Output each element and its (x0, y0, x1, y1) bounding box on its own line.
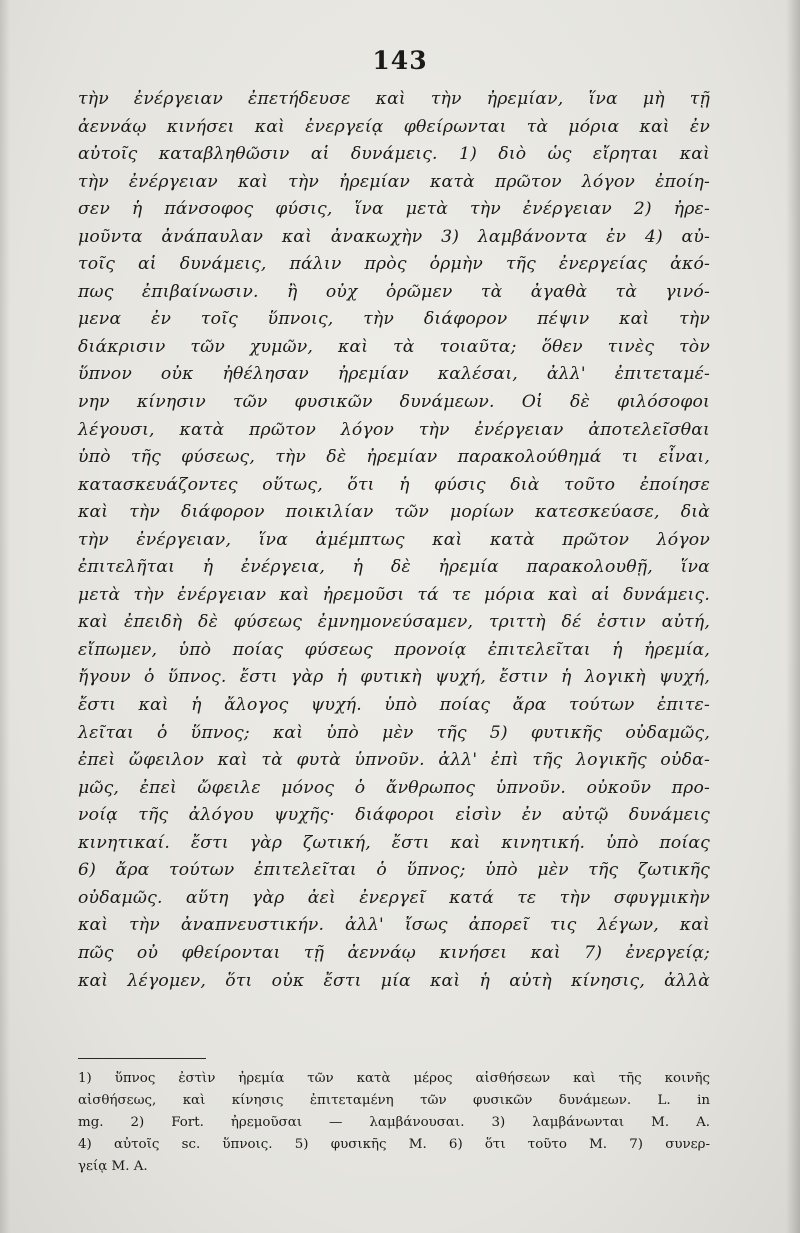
page-left-shadow (0, 0, 10, 1233)
text-line: τοῖς αἱ δυνάμεις, πάλιν πρὸς ὁρμὴν τῆς ἐνεργείας ἀκό- (78, 254, 710, 275)
footnote-divider (78, 1058, 206, 1059)
text-line: νην κίνησιν τῶν φυσικῶν δυνάμεων. Οἱ δὲ φιλόσοφοι (78, 392, 710, 413)
text-line: ἐπεὶ ὤφειλον καὶ τὰ φυτὰ ὑπνοῦν. ἀλλ' ἐπὶ τῆς λογικῆς οὐδα- (78, 750, 710, 771)
text-line: 6) ἄρα τούτων ἐπιτελεῖται ὁ ὕπνος; ὑπὸ μὲν τῆς ζωτικῆς (78, 860, 710, 881)
footnote-line: 4) αὐτοῖς sc. ὕπνοις. 5) φυσικῆς M. 6) ὅτι τοῦτο M. 7) συνερ- (78, 1137, 710, 1152)
text-line: τὴν ἐνέργειαν καὶ τὴν ἠρεμίαν κατὰ πρῶτον λόγον ἐποίη- (78, 171, 710, 192)
footnotes-block (78, 1068, 710, 1178)
text-line: λέγουσι, κατὰ πρῶτον λόγον τὴν ἐνέργειαν ἀποτελεῖσθαι (78, 419, 710, 440)
page-right-shadow (786, 0, 800, 1233)
text-line: μετὰ τὴν ἐνέργειαν καὶ ἠρεμοῦσι τά τε μόρια καὶ αἱ δυνάμεις. (78, 584, 710, 605)
footnote-line: mg. 2) Fort. ἠρεμοῦσαι — λαμβάνουσαι. 3) λαμβάνωνται M. A. (78, 1115, 710, 1130)
text-line: σεν ἡ πάνσοφος φύσις, ἵνα μετὰ τὴν ἐνέργειαν 2) ἠρε- (78, 199, 710, 220)
text-line: μενα ἐν τοῖς ὕπνοις, τὴν διάφορον πέψιν καὶ τὴν (78, 309, 710, 330)
text-line: ἤγουν ὁ ὕπνος. ἔστι γὰρ ἡ φυτικὴ ψυχή, ἔστιν ἡ λογικὴ ψυχή, (78, 667, 710, 688)
text-line: λεῖται ὁ ὕπνος; καὶ ὑπὸ μὲν τῆς 5) φυτικῆς οὐδαμῶς, (78, 722, 710, 743)
footnote-line: 1) ὕπνος ἐστὶν ἠρεμία τῶν κατὰ μέρος αἰσθήσεων καὶ τῆς κοινῆς (78, 1071, 710, 1086)
text-line: τὴν ἐνέργειαν ἐπετήδευσε καὶ τὴν ἠρεμίαν, ἵνα μὴ τῇ (78, 89, 710, 109)
text-line: μοῦντα ἀνάπαυλαν καὶ ἀνακωχὴν 3) λαμβάνοντα ἐν 4) αὐ- (78, 226, 710, 247)
text-line: καὶ ἐπειδὴ δὲ φύσεως ἐμνημονεύσαμεν, τριττὴ δέ ἐστιν αὐτή, (78, 612, 710, 633)
text-line: ὕπνον οὐκ ἠθέλησαν ἠρεμίαν καλέσαι, ἀλλ' ἐπιτεταμέ- (78, 364, 710, 385)
text-line: νοίᾳ τῆς ἀλόγου ψυχῆς· διάφοροι εἰσὶν ἐν αὐτῷ δυνάμεις (78, 805, 710, 826)
text-line: αὐτοῖς καταβληθῶσιν αἱ δυνάμεις. 1) διὸ ὡς εἴρηται καὶ (78, 144, 710, 165)
page-number: 143 (372, 46, 428, 75)
text-line: πως ἐπιβαίνωσιν. ἢ οὐχ ὁρῶμεν τὰ ἀγαθὰ τὰ γινό- (78, 281, 710, 302)
text-line: ἀεννάῳ κινήσει καὶ ἐνεργείᾳ φθείρωνται τὰ μόρια καὶ ἐν (78, 116, 710, 137)
text-line: τὴν ἐνέργειαν, ἵνα ἀμέμπτως καὶ κατὰ πρῶτον λόγον (78, 529, 710, 550)
text-line: κινητικαί. ἔστι γὰρ ζωτική, ἔστι καὶ κινητική. ὑπὸ ποίας (78, 832, 710, 853)
text-line: ἐπιτελῆται ἡ ἐνέργεια, ἡ δὲ ἠρεμία παρακολουθῇ, ἵνα (78, 557, 710, 578)
main-text-block (78, 86, 710, 995)
text-line: καὶ τὴν ἀναπνευστικήν. ἀλλ' ἴσως ἀπορεῖ τις λέγων, καὶ (78, 915, 710, 936)
text-line: καὶ λέγομεν, ὅτι οὐκ ἔστι μία καὶ ἡ αὐτὴ κίνησις, ἀλλὰ (78, 970, 710, 991)
footnote-line: αἰσθήσεως, καὶ κίνησις ἐπιτεταμένη τῶν φυσικῶν δυνάμεων. L. in (78, 1093, 710, 1108)
text-line: κατασκευάζοντες οὕτως, ὅτι ἡ φύσις διὰ τοῦτο ἐποίησε (78, 474, 710, 495)
text-line: ὑπὸ τῆς φύσεως, τὴν δὲ ἠρεμίαν παρακολούθημά τι εἶναι, (78, 447, 710, 468)
text-line: διάκρισιν τῶν χυμῶν, καὶ τὰ τοιαῦτα; ὅθεν τινὲς τὸν (78, 336, 710, 357)
text-line: εἴπωμεν, ὑπὸ ποίας φύσεως προνοίᾳ ἐπιτελεῖται ἡ ἠρεμία, (78, 639, 710, 660)
text-line: οὐδαμῶς. αὕτη γὰρ ἀεὶ ἐνεργεῖ κατά τε τὴν σφυγμικὴν (78, 887, 710, 908)
footnote-line: γείᾳ M. A. (78, 1159, 148, 1174)
text-line: ἔστι καὶ ἡ ἄλογος ψυχή. ὑπὸ ποίας ἄρα τούτων ἐπιτε- (78, 695, 710, 716)
text-line: μῶς, ἐπεὶ ὤφειλε μόνος ὁ ἄνθρωπος ὑπνοῦν. οὐκοῦν προ- (78, 777, 710, 798)
text-line: πῶς οὐ φθείρονται τῇ ἀεννάῳ κινήσει καὶ 7) ἐνεργείᾳ; (78, 942, 710, 963)
text-line: καὶ τὴν διάφορον ποικιλίαν τῶν μορίων κατεσκεύασε, διὰ (78, 502, 710, 523)
